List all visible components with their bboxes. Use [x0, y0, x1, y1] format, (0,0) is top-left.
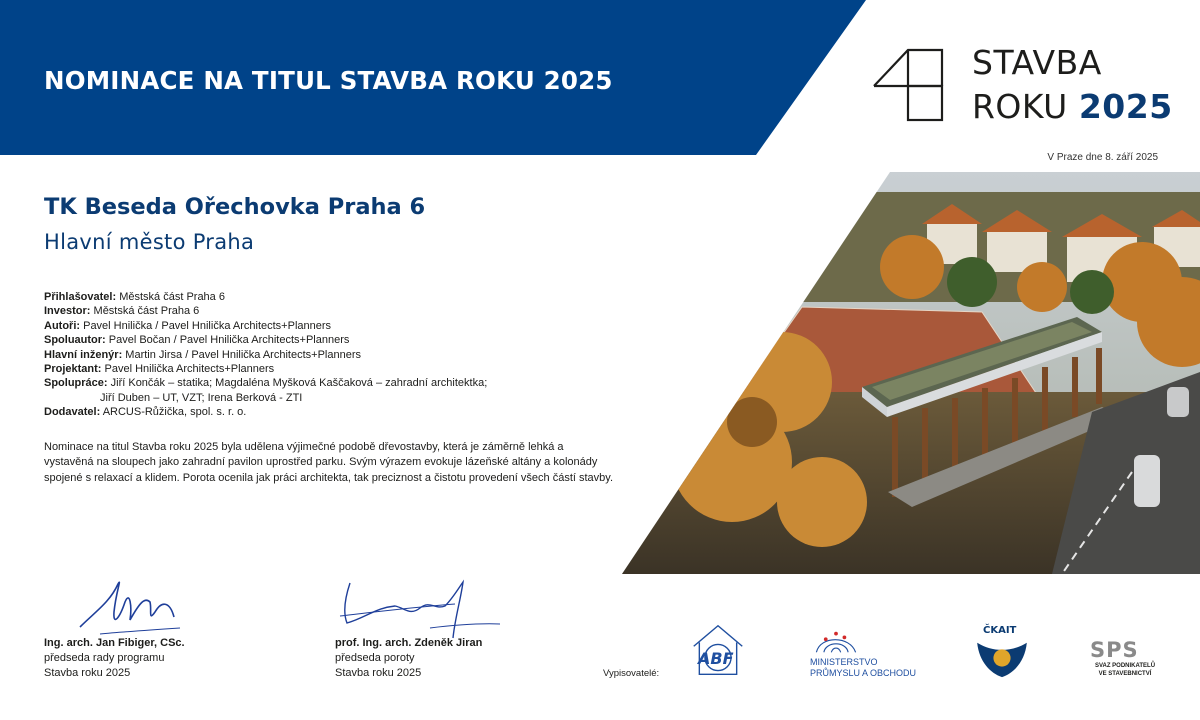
detail-value: Jiří Duben – UT, VZT; Irena Berková - ZTI: [100, 391, 303, 404]
detail-label: Investor:: [44, 305, 91, 318]
detail-value: Martin Jirsa / Pavel Hnilička Architects+Planners: [122, 348, 361, 361]
signature-image: [70, 572, 190, 642]
detail-label: Spoluautor:: [44, 334, 106, 347]
detail-value: Pavel Hnilička / Pavel Hnilička Architects+Planners: [80, 319, 332, 332]
detail-value: ARCUS-Růžička, spol. s. r. o.: [100, 406, 247, 419]
header-title: NOMINACE NA TITUL STAVBA ROKU 2025: [44, 66, 613, 95]
ckait-logo-text: ČKAIT: [983, 625, 1017, 636]
logo-year: 2025: [1078, 87, 1173, 126]
sps-sub-line2: VE STAVEBNICTVÍ: [1098, 670, 1152, 677]
detail-label: Přihlašovatel:: [44, 291, 117, 303]
detail-label: Hlavní inženýr:: [44, 348, 123, 361]
organizers-label: Vypisovatelé:: [603, 668, 660, 679]
project-details: [44, 290, 487, 420]
abf-logo-text: ABF: [698, 649, 734, 668]
detail-row: [44, 319, 487, 333]
detail-row: [44, 391, 487, 405]
signatory-1: [44, 636, 185, 681]
building-photo: [622, 172, 1200, 574]
detail-row: [44, 304, 487, 318]
signatory-role: předseda poroty: [335, 652, 415, 664]
detail-row: [44, 348, 487, 362]
detail-row: [44, 290, 487, 304]
detail-row: [44, 376, 487, 390]
mpo-logo-text: [810, 657, 916, 679]
detail-row: [44, 362, 487, 376]
ckait-logo-icon: [975, 637, 1029, 679]
sps-logo-icon: SPS: [1090, 638, 1139, 662]
signatory-role: předseda rady programu: [44, 652, 165, 664]
detail-label: Projektant:: [44, 363, 102, 376]
detail-label: Autoři:: [44, 319, 81, 332]
logo-line1: STAVBA: [972, 43, 1102, 82]
signatory-2: [335, 636, 482, 681]
detail-label: Spolupráce:: [44, 377, 108, 390]
nomination-description: Nominace na titul Stavba roku 2025 byla udělena výjimečné podobě dřevostavby, která je záměrně lehká a vystavěná na sloupech jako zahradní pavilon uprostřed parku. Svým výrazem evokuje lázeňské altány a kolonády spojené s relaxací a klidem. Porota ocenila jak práci architekta, tak preciznost a čistotu provedení všech částí stavby.: [44, 441, 614, 484]
detail-row: [44, 333, 487, 347]
detail-value: Městská část Praha 6: [90, 305, 200, 318]
detail-value: Jiří Končák – statika; Magdaléna Myšková Kaščaková – zahradní architektka;: [107, 377, 488, 390]
logo-line2: [972, 87, 1173, 126]
signatory-name: Ing. arch. Jan Fibiger, CSc.: [44, 637, 185, 649]
detail-value: Pavel Hnilička Architects+Planners: [101, 363, 275, 376]
mpo-logo-icon: [812, 628, 860, 656]
signatory-program: Stavba roku 2025: [44, 667, 131, 679]
mpo-line2: PRŮMYSLU A OBCHODU: [810, 668, 917, 678]
sps-logo-text: [1094, 663, 1156, 678]
logo-word: ROKU: [972, 87, 1068, 126]
signatory-program: Stavba roku 2025: [335, 667, 422, 679]
project-title: TK Beseda Ořechovka Praha 6: [44, 194, 426, 220]
detail-value: Pavel Bočan / Pavel Hnilička Architects+Planners: [105, 334, 350, 347]
detail-value: Městská část Praha 6: [116, 291, 225, 303]
mpo-line1: MINISTERSTVO: [810, 657, 878, 667]
detail-label: Dodavatel:: [44, 406, 101, 419]
sps-sub-line1: SVAZ PODNIKATELŮ: [1094, 663, 1156, 669]
document-date: V Praze dne 8. září 2025: [1047, 152, 1158, 163]
signatory-name: prof. Ing. arch. Zdeněk Jiran: [335, 637, 483, 649]
detail-row: [44, 405, 487, 419]
project-location: Hlavní město Praha: [44, 230, 255, 254]
